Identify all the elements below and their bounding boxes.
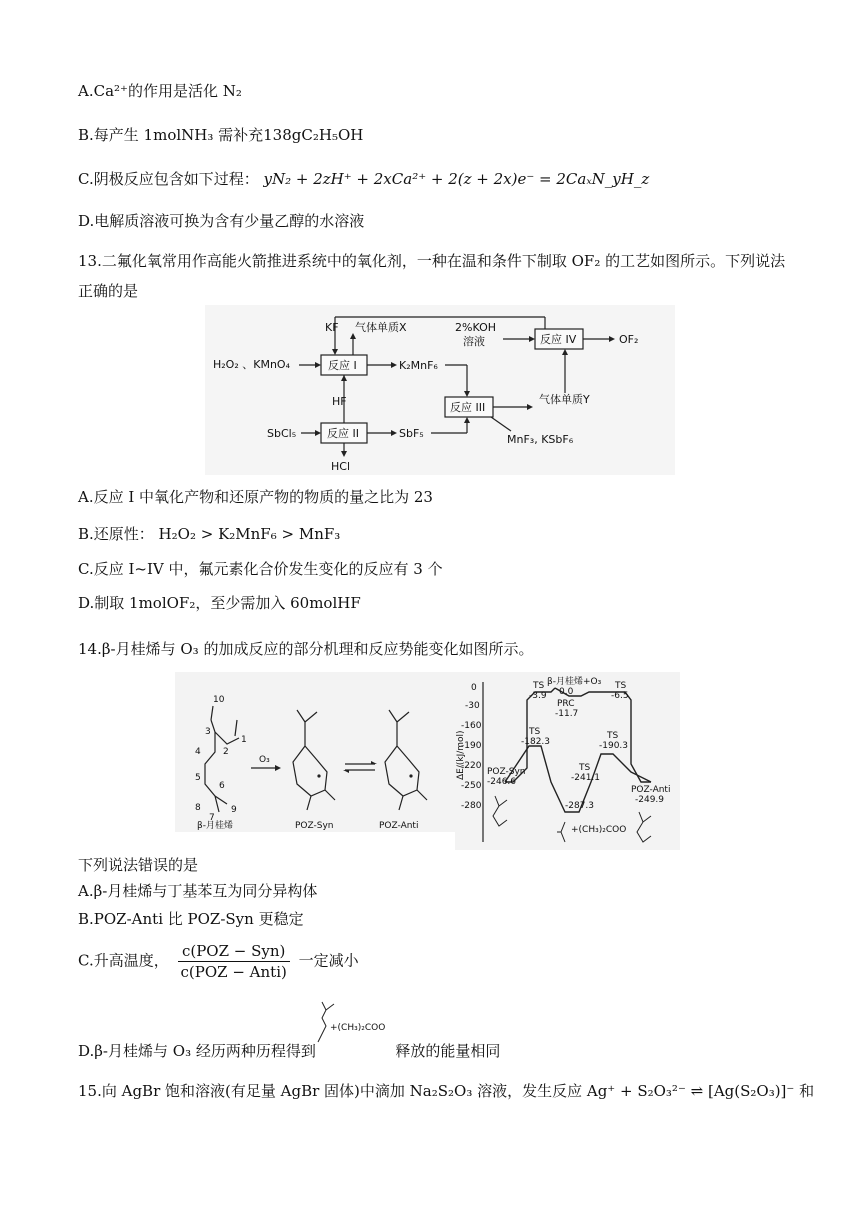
q14-option-a: A.β-月桂烯与丁基苯互为同分异构体 (78, 882, 318, 900)
ytick-4: -220 (461, 761, 482, 771)
ytick-5: -250 (461, 781, 482, 791)
poz-anti-value: -249.9 (635, 795, 665, 805)
name-poz-anti: POZ-Anti (379, 821, 419, 831)
q13-option-c: C.反应 I~IV 中，氟元素化合价发生变化的反应有 3 个 (78, 560, 443, 578)
q14-option-d (78, 1040, 500, 1061)
q14-follow-text: 下列说法错误的是 (78, 856, 199, 874)
q13-process-diagram (205, 305, 675, 475)
koh-label-2: 溶液 (463, 335, 485, 348)
q13-option-b: B.还原性： H₂O₂ > K₂MnF₆ > MnF₃ (78, 525, 341, 543)
energy-y-label: ΔE/(kJ/mol) (456, 730, 466, 780)
atom-10: 10 (213, 695, 225, 705)
q14-energy-profile (455, 672, 680, 850)
q14-option-d-suffix: 释放的能量相同 (395, 1042, 501, 1060)
option-d-structure-label: +(CH₃)₂COO (330, 1023, 386, 1033)
of2-label: OF₂ (619, 333, 639, 346)
product-label: +(CH₃)₂COO (571, 825, 627, 835)
fraction-denominator: c(POZ − Anti) (180, 963, 287, 981)
sbcl5-label: SbCl₅ (267, 427, 297, 440)
ytick-0: 0 (471, 683, 477, 693)
reaction-4-label: 反应 IV (540, 333, 577, 346)
q12-option-d: D.电解质溶液可换为含有少量乙醇的水溶液 (78, 212, 365, 230)
reaction-2-label: 反应 II (327, 427, 359, 440)
name-poz-syn: POZ-Syn (295, 821, 334, 831)
fraction-numerator: c(POZ − Syn) (178, 942, 290, 962)
atom-9: 9 (231, 805, 237, 815)
atom-3: 3 (205, 727, 211, 737)
prc-value: -11.7 (555, 709, 579, 719)
reactant-label: β-月桂烯+O₃ (547, 677, 602, 687)
ytick-2: -160 (461, 721, 482, 731)
reactants-label: H₂O₂ 、KMnO₄ (213, 358, 290, 371)
ts2-value: -6.5 (611, 691, 629, 701)
q12-option-b: B.每产生 1molNH₃ 需补充138gC₂H₅OH (78, 126, 364, 144)
q13-stem-line1: 13.二氟化氧常用作高能火箭推进系统中的氧化剂，一种在温和条件下制取 OF₂ 的工艺如图所示。下列说法 (78, 252, 786, 270)
q12-option-c-prefix: C.阴极反应包含如下过程： (78, 170, 259, 188)
ts4-value: -190.3 (599, 741, 629, 751)
ytick-3: -190 (461, 741, 482, 751)
q15-stem: 15.向 AgBr 饱和溶液(有足量 AgBr 固体)中滴加 Na₂S₂O₃ 溶液，发生反应 Ag⁺ + S₂O₃²⁻ ⇌ [Ag(S₂O₃)]⁻ 和 (78, 1082, 815, 1100)
hf-label: HF (332, 395, 347, 408)
ts5-value: -241.1 (571, 773, 601, 783)
q12-option-c-equation: yN₂ + 2zH⁺ + 2xCa²⁺ + 2(z + 2x)e⁻ = 2CaₓN_yH_z (263, 170, 650, 188)
q14-option-c (78, 942, 359, 981)
q14-option-d-structure (312, 996, 392, 1046)
atom-4: 4 (195, 747, 201, 757)
reaction-3-label: 反应 III (450, 401, 486, 414)
atom-2: 2 (223, 747, 229, 757)
ts4-label: TS (607, 731, 619, 741)
name-myrcene: β-月桂烯 (197, 821, 233, 831)
prc-label: PRC (557, 699, 575, 709)
ts3-label: TS (529, 727, 541, 737)
atom-6: 6 (219, 781, 225, 791)
q14-option-d-prefix: D.β-月桂烯与 O₃ 经历两种历程得到 (78, 1042, 316, 1060)
k2mnf6-label: K₂MnF₆ (399, 359, 438, 372)
sbf5-label: SbF₅ (399, 427, 424, 440)
product-value: -287.3 (565, 801, 595, 811)
ts5-label: TS (579, 763, 591, 773)
kf-label: KF (325, 321, 339, 334)
q13-option-a: A.反应 I 中氧化产物和还原产物的物质的量之比为 23 (78, 488, 433, 506)
ytick-6: -280 (461, 801, 482, 811)
atom-5: 5 (195, 773, 201, 783)
q13-stem-line2: 正确的是 (78, 282, 139, 300)
atom-7: 7 (209, 813, 215, 823)
q14-option-c-fraction (178, 942, 290, 981)
ytick-1: -30 (465, 701, 480, 711)
q14-option-b: B.POZ-Anti 比 POZ-Syn 更稳定 (78, 910, 304, 928)
gas-y-label: 气体单质Y (539, 393, 590, 406)
poz-anti-label: POZ-Anti (631, 785, 671, 795)
q14-option-c-suffix: 一定减小 (298, 951, 359, 970)
atom-1: 1 (241, 735, 247, 745)
q12-option-c (78, 168, 649, 189)
q14-option-c-prefix: C.升高温度， (78, 951, 169, 970)
q12-option-a: A.Ca²⁺的作用是活化 N₂ (78, 82, 242, 100)
reaction-1-label: 反应 I (328, 359, 357, 372)
hcl-label: HCl (331, 460, 351, 473)
poz-syn-label: POZ-Syn (487, 767, 526, 777)
ts1-value: -3.9 (529, 691, 547, 701)
ts2-label: TS (615, 681, 627, 691)
poz-syn-value: -246.6 (487, 777, 517, 787)
atom-8: 8 (195, 803, 201, 813)
q14-mechanism-figure (175, 672, 455, 832)
byproducts-label: MnF₃, KSbF₆ (507, 433, 574, 446)
o3-reagent: O₃ (259, 755, 270, 765)
q13-option-d: D.制取 1molOF₂，至少需加入 60molHF (78, 594, 361, 612)
koh-label-1: 2%KOH (455, 321, 496, 334)
gas-x-label: 气体单质X (355, 321, 407, 334)
ts1-label: TS (533, 681, 545, 691)
ts3-value: -182.3 (521, 737, 551, 747)
q14-stem: 14.β-月桂烯与 O₃ 的加成反应的部分机理和反应势能变化如图所示。 (78, 640, 534, 658)
prc-start-value: 0.0 (559, 687, 574, 697)
